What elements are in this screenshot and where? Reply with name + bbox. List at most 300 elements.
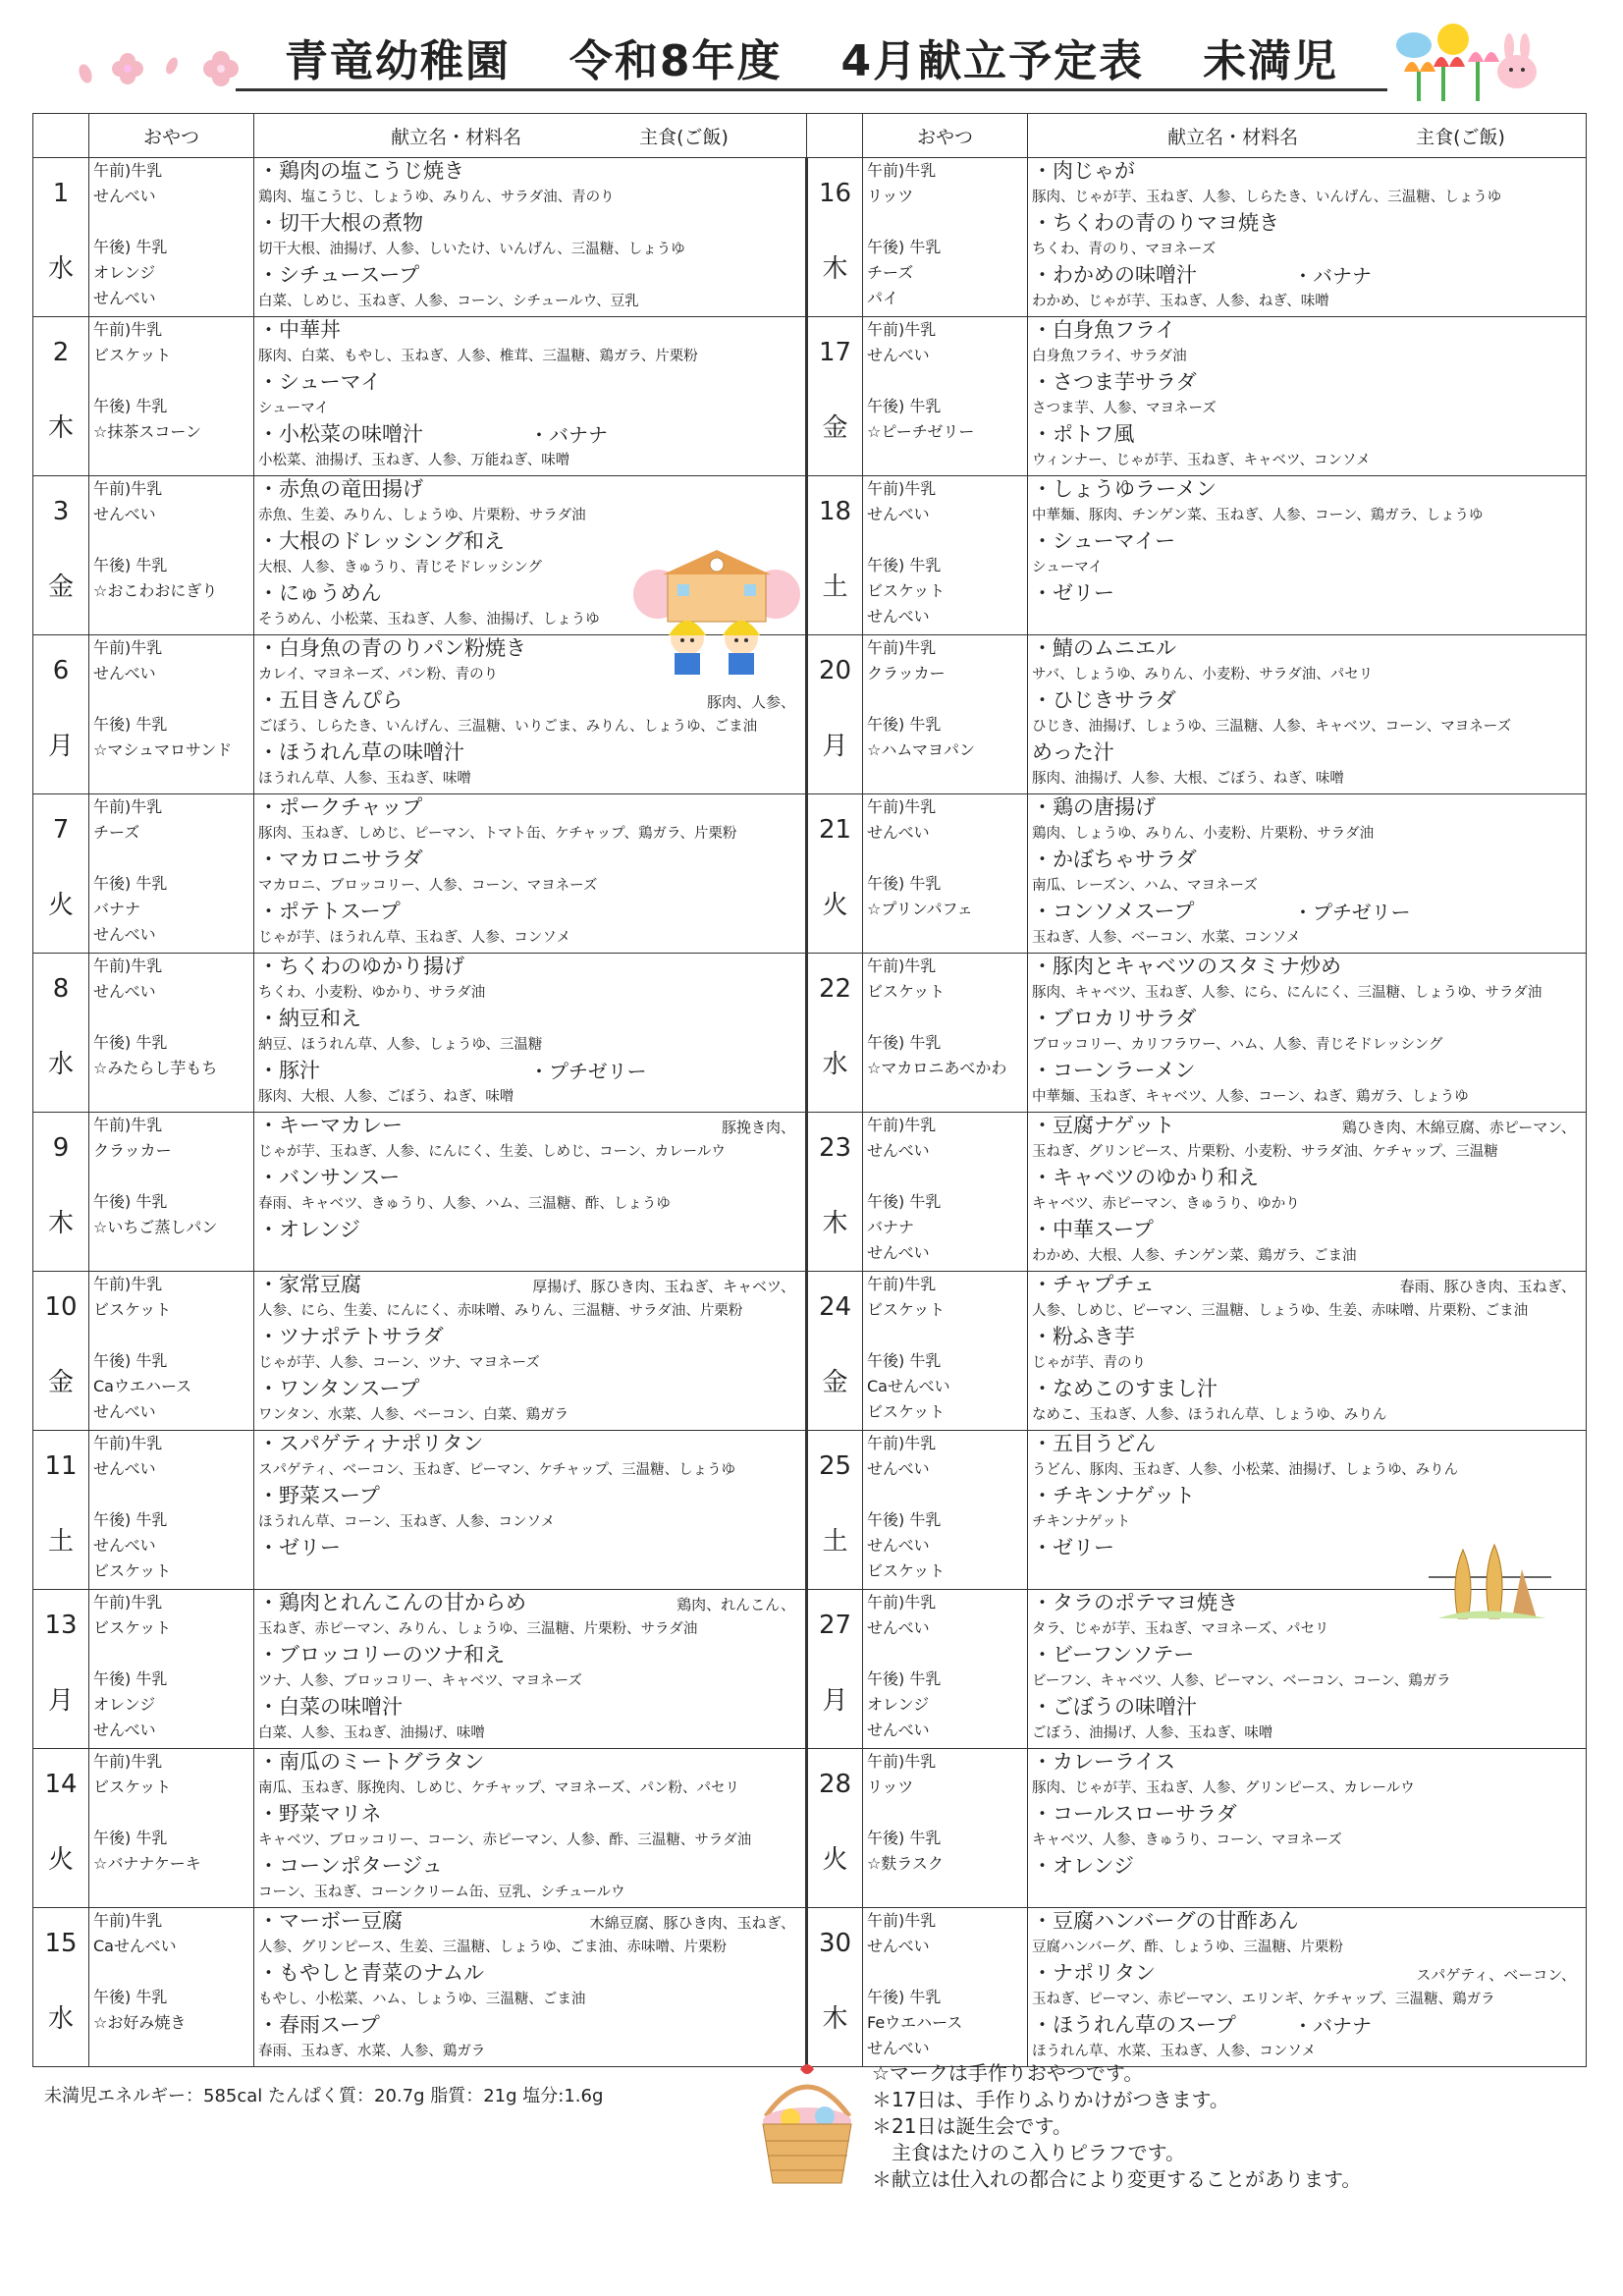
dish-name: ・コーンラーメン — [1032, 1059, 1196, 1082]
dish-name: ・コールスローサラダ — [1032, 1802, 1237, 1826]
day-cell — [807, 794, 863, 954]
day-of-week: 土 — [822, 573, 848, 603]
day-stack — [808, 1590, 862, 1737]
ingredients: 豚肉、白菜、もやし、玉ねぎ、人参、椎茸、三温糖、鶏ガラ、片栗粉 — [258, 349, 698, 364]
snack-cell — [863, 1431, 1028, 1590]
date-number: 13 — [44, 1610, 78, 1640]
dish-name: ・ゼリー — [258, 1536, 341, 1559]
dish-name: ・豚汁 — [258, 1059, 320, 1082]
dish-name: ・ごぼうの味噌汁 — [1032, 1695, 1197, 1719]
date-number: 24 — [818, 1291, 852, 1322]
snack-pm-item: 午後) 牛乳 — [93, 238, 168, 256]
snack-pm-item: オレンジ — [867, 1695, 930, 1714]
snack-pm-item: ビスケット — [867, 1402, 946, 1421]
snack-cell — [89, 1113, 254, 1272]
snack-am-item: 午前)牛乳 — [93, 1116, 163, 1134]
snack-pm-item: 午後) 牛乳 — [93, 556, 168, 574]
snack-am-item: せんべい — [867, 505, 930, 523]
snack-cell — [89, 1908, 254, 2067]
date-number: 10 — [44, 1291, 78, 1322]
bamboo-shoot-illustration — [1429, 1520, 1551, 1628]
snack-cell — [89, 158, 254, 317]
day-of-week: 月 — [822, 1686, 848, 1717]
snack-pm-item: せんべい — [93, 1402, 156, 1421]
snack-pm-item: Caウエハース — [93, 1377, 192, 1395]
ingredients — [258, 1561, 805, 1587]
snack-pm-item: せんべい — [93, 1536, 156, 1555]
snack-am-item: 午前)牛乳 — [867, 1116, 937, 1134]
day-stack — [808, 1908, 862, 2055]
date-number: 28 — [818, 1769, 852, 1799]
day-stack — [808, 1272, 862, 1419]
school-children-illustration — [633, 545, 800, 678]
dish-name: ・カレーライス — [1032, 1750, 1176, 1774]
snack-am-item: ビスケット — [93, 1777, 172, 1796]
snack-pm-item: 午後) 牛乳 — [867, 1033, 942, 1052]
snack-pm-item: 午後) 牛乳 — [93, 1033, 168, 1052]
menu-row — [33, 476, 1587, 635]
day-cell — [33, 1113, 89, 1272]
ingredients: ほうれん草、コーン、玉ねぎ、人参、コンソメ — [258, 1514, 556, 1530]
snack-cell — [863, 794, 1028, 954]
ingredients: ほうれん草、人参、玉ねぎ、味噌 — [258, 771, 471, 787]
ingredients: サバ、しょうゆ、みりん、小麦粉、サラダ油、パセリ — [1032, 667, 1374, 683]
menu-row — [33, 1431, 1587, 1590]
snack-am-item: 午前)牛乳 — [93, 957, 163, 975]
ingredients: 玉ねぎ、人参、ベーコン、水菜、コンソメ — [1032, 930, 1301, 946]
ingredients: シューマイ — [1032, 560, 1103, 575]
ingredients: ブロッコリー、カリフラワー、ハム、人参、青じそドレッシング — [1032, 1037, 1443, 1053]
ingredients: ほうれん草、水菜、玉ねぎ、人参、コンソメ — [1032, 2044, 1317, 2059]
dish-name: ・鶏肉とれんこんの甘からめ — [258, 1591, 526, 1614]
date-number: 14 — [44, 1769, 78, 1799]
snack-pm-item: チーズ — [867, 263, 914, 282]
day-of-week: 土 — [47, 1527, 74, 1558]
snack-am-item: ビスケット — [93, 1618, 172, 1637]
snack-gap — [93, 1800, 253, 1826]
dish-name: ・さつま芋サラダ — [1032, 370, 1197, 394]
day-stack — [808, 1431, 862, 1578]
snack-pm-item: せんべい — [867, 607, 930, 626]
school-name: 青竜幼稚園 — [284, 36, 511, 86]
extra-item: ・プチゼリー — [1293, 901, 1411, 924]
snack-pm-item: 午後) 牛乳 — [867, 1192, 942, 1211]
menu-row — [33, 1908, 1587, 2067]
snack-am-item: クラッカー — [93, 1141, 172, 1160]
ingredients-extra: 豚挽き肉、 — [721, 1119, 795, 1136]
dish-name: ・小松菜の味噌汁 — [258, 422, 423, 446]
dish-name: ・マカロニサラダ — [258, 847, 423, 871]
snack-cell — [89, 1431, 254, 1590]
day-cell — [807, 635, 863, 794]
menu-cell — [254, 794, 807, 954]
snack-am-item: リッツ — [867, 1777, 914, 1796]
snack-gap — [93, 209, 253, 235]
date-number: 23 — [818, 1132, 852, 1163]
dish-name: ・タラのポテマヨ焼き — [1032, 1591, 1238, 1614]
snack-pm-item: ☆プリンパフェ — [867, 900, 973, 918]
header-snack: おやつ — [89, 114, 254, 158]
ingredients: 大根、人参、きゅうり、青じそドレッシング — [258, 560, 542, 575]
menu-row — [33, 1749, 1587, 1908]
dish-name: ・ブロッコリーのツナ和え — [258, 1643, 506, 1667]
ingredients: 小松菜、油揚げ、玉ねぎ、人参、万能ねぎ、味噌 — [258, 453, 570, 468]
dish-name: ・豆腐ナゲット — [1032, 1114, 1175, 1137]
ingredients: わかめ、大根、人参、チンゲン菜、鶏ガラ、ごま油 — [1032, 1248, 1357, 1264]
snack-am-item: Caせんべい — [93, 1937, 177, 1955]
snack-gap — [93, 1641, 253, 1667]
snack-pm-item: せんべい — [867, 2039, 930, 2057]
snack-gap — [93, 1005, 253, 1030]
snack-pm-item: 午後) 牛乳 — [93, 397, 168, 415]
dish-name: ・豆腐ハンバーグの甘酢あん — [1032, 1909, 1299, 1933]
snack-gap — [867, 1164, 1027, 1189]
day-of-week: 火 — [822, 891, 848, 921]
ingredients: 白菜、人参、玉ねぎ、油揚げ、味噌 — [258, 1725, 485, 1741]
ingredients — [258, 1243, 805, 1269]
snack-cell — [863, 158, 1028, 317]
ingredients: わかめ、じゃが芋、玉ねぎ、人参、ねぎ、味噌 — [1032, 294, 1329, 309]
snack-pm-item: ☆マシュマロサンド — [93, 740, 233, 759]
snack-gap — [867, 527, 1027, 553]
snack-cell — [89, 476, 254, 635]
snack-am-item: せんべい — [867, 346, 930, 364]
day-cell — [33, 954, 89, 1113]
snack-am-item: せんべい — [93, 1459, 156, 1478]
ingredients: 中華麺、玉ねぎ、キャベツ、人参、コーン、ねぎ、鶏ガラ、しょうゆ — [1032, 1089, 1469, 1105]
ingredients: じゃが芋、ほうれん草、玉ねぎ、人参、コンソメ — [258, 930, 571, 946]
menu-cell — [254, 1908, 807, 2067]
menu-cell — [1028, 1272, 1587, 1431]
snack-am-item: チーズ — [93, 823, 140, 842]
day-of-week: 月 — [47, 1686, 74, 1717]
ingredients: 玉ねぎ、ピーマン、赤ピーマン、エリンギ、ケチャップ、三温糖、鶏ガラ — [1032, 1992, 1495, 2007]
day-of-week: 金 — [822, 413, 848, 444]
ingredients — [1032, 1880, 1586, 1905]
ingredients: ちくわ、小麦粉、ゆかり、サラダ油 — [258, 985, 486, 1001]
ingredients: ウィンナー、じゃが芋、玉ねぎ、キャベツ、コンソメ — [1032, 453, 1371, 468]
snack-pm-item: Caせんべい — [867, 1377, 950, 1395]
day-cell — [807, 1590, 863, 1749]
ingredients: 春雨、玉ねぎ、水菜、人参、鶏ガラ — [258, 2044, 486, 2059]
ingredients-extra: スパゲティ、ベーコン、 — [1416, 1966, 1576, 1984]
ingredients: 赤魚、生姜、みりん、しょうゆ、片栗粉、サラダ油 — [258, 508, 586, 523]
day-stack — [808, 794, 862, 942]
date-number: 16 — [818, 178, 852, 208]
day-stack — [808, 317, 862, 465]
snack-am-item: 午前)牛乳 — [867, 1593, 937, 1612]
ingredients: 玉ねぎ、赤ピーマン、みりん、しょうゆ、三温糖、片栗粉、サラダ油 — [258, 1621, 698, 1637]
day-of-week: 水 — [822, 1050, 848, 1080]
ingredients: 人参、グリンピース、生姜、三温糖、しょうゆ、ごま油、赤味噌、片栗粉 — [258, 1940, 728, 1955]
extra-item: ・プチゼリー — [529, 1060, 647, 1083]
dish-name: ・五目うどん — [1032, 1432, 1156, 1455]
snack-pm-item: ビスケット — [93, 1561, 172, 1580]
snack-gap — [867, 686, 1027, 712]
ingredients: ごぼう、しらたき、いんげん、三温糖、いりごま、みりん、しょうゆ、ごま油 — [258, 719, 758, 735]
ingredients: スパゲティ、ベーコン、玉ねぎ、ピーマン、ケチャップ、三温糖、しょうゆ — [258, 1462, 736, 1478]
snack-am-item: 午前)牛乳 — [93, 1911, 163, 1930]
dish-name: ・マーボー豆腐 — [258, 1909, 403, 1933]
dish-name: ・切干大根の煮物 — [258, 211, 423, 235]
snack-pm-item: ☆抹茶スコーン — [93, 422, 202, 441]
snack-gap — [93, 1959, 253, 1985]
snack-pm-item: 午後) 牛乳 — [93, 1669, 168, 1688]
header-blank — [33, 114, 89, 158]
dish-name: ・白身魚フライ — [1032, 318, 1176, 342]
dish-name: ・キーマカレー — [258, 1114, 403, 1137]
snack-pm-item: ☆ピーチゼリー — [867, 422, 975, 441]
menu-row — [33, 158, 1587, 317]
menu-cell — [1028, 635, 1587, 794]
day-cell — [807, 1113, 863, 1272]
snack-pm-item: ☆マカロニあべかわ — [867, 1059, 1007, 1077]
menu-cell — [1028, 1749, 1587, 1908]
day-cell — [807, 1749, 863, 1908]
dish-name: ・ビーフンソテー — [1032, 1643, 1195, 1667]
snack-am-item: 午前)牛乳 — [867, 1752, 937, 1771]
day-cell — [33, 1590, 89, 1749]
snack-cell — [863, 1272, 1028, 1431]
dish-name: ・白身魚の青のりパン粉焼き — [258, 636, 526, 660]
snack-cell — [89, 954, 254, 1113]
snack-cell — [89, 1590, 254, 1749]
day-stack — [33, 317, 88, 465]
snack-pm-item: 午後) 牛乳 — [867, 1829, 942, 1847]
snack-pm-item: ☆バナナケーキ — [93, 1854, 201, 1873]
term: 令和8年度 — [568, 36, 783, 86]
date-number: 2 — [52, 337, 70, 367]
dish-name: ・ちくわの青のりマヨ焼き — [1032, 211, 1279, 235]
day-cell — [807, 1272, 863, 1431]
ingredients: もやし、小松菜、ハム、しょうゆ、三温糖、ごま油 — [258, 1992, 586, 2007]
date-number: 6 — [52, 655, 70, 685]
ingredients: 白菜、しめじ、玉ねぎ、人参、コーン、シチュールウ、豆乳 — [258, 294, 639, 309]
snack-am-item: 午前)牛乳 — [93, 1434, 163, 1452]
day-of-week: 木 — [822, 2004, 848, 2035]
ingredients-extra: 厚揚げ、豚ひき肉、玉ねぎ、キャベツ、 — [532, 1278, 795, 1295]
snack-pm-item: 午後) 牛乳 — [867, 238, 942, 256]
header-menu: 献立名・材料名 主食(ご飯) — [1028, 114, 1587, 158]
ingredients: 切干大根、油揚げ、人参、しいたけ、いんげん、三温糖、しょうゆ — [258, 242, 685, 257]
snack-gap — [867, 1800, 1027, 1826]
ingredients: 豚肉、大根、人参、ごぼう、ねぎ、味噌 — [258, 1089, 514, 1105]
dish-name: ・コンソメスープ — [1032, 900, 1195, 923]
ingredients: マカロニ、ブロッコリー、人参、コーン、マヨネーズ — [258, 878, 598, 894]
snack-am-item: せんべい — [867, 1459, 930, 1478]
day-stack — [808, 158, 862, 305]
day-of-week: 火 — [47, 1845, 74, 1876]
ingredients: 人参、にら、生姜、にんにく、赤味噌、みりん、三温糖、サラダ油、片栗粉 — [258, 1303, 743, 1319]
date-number: 17 — [818, 337, 852, 367]
dish-name: ・ワンタンスープ — [258, 1377, 420, 1400]
dish-name: ・野菜スープ — [258, 1484, 380, 1507]
ingredients: ワンタン、水菜、人参、ベーコン、白菜、鶏ガラ — [258, 1407, 569, 1423]
day-cell — [33, 1749, 89, 1908]
menu-table — [32, 113, 1587, 2067]
dish-name: ・大根のドレッシング和え — [258, 529, 505, 553]
snack-pm-item: パイ — [867, 289, 899, 307]
ingredients-extra: 鶏肉、れんこん、 — [676, 1596, 795, 1613]
ingredients: なめこ、玉ねぎ、人参、ほうれん草、しょうゆ、みりん — [1032, 1407, 1387, 1423]
snack-pm-item: 午後) 牛乳 — [867, 1510, 942, 1529]
snack-cell — [89, 1272, 254, 1431]
ingredients: じゃが芋、人参、コーン、ツナ、マヨネーズ — [258, 1355, 540, 1371]
snack-cell — [89, 1749, 254, 1908]
snack-pm-item: ☆いちご蒸しパン — [93, 1218, 218, 1236]
day-stack — [33, 1431, 88, 1578]
ingredients: 豆腐ハンバーグ、酢、しょうゆ、三温糖、片栗粉 — [1032, 1940, 1343, 1955]
snack-pm-item: 午後) 牛乳 — [867, 715, 942, 734]
snack-pm-item: バナナ — [93, 900, 141, 918]
snack-am-item: せんべい — [867, 1618, 930, 1637]
snack-am-item: ビスケット — [867, 982, 946, 1001]
menu-cell — [1028, 794, 1587, 954]
ingredients: カレイ、マヨネーズ、パン粉、青のり — [258, 667, 499, 683]
ingredients: そうめん、小松菜、玉ねぎ、人参、油揚げ、しょうゆ — [258, 612, 600, 628]
day-cell — [33, 476, 89, 635]
snack-pm-item: せんべい — [867, 1243, 930, 1262]
day-of-week: 金 — [47, 1368, 74, 1398]
snack-am-item: 午前)牛乳 — [867, 638, 937, 657]
day-cell — [807, 1431, 863, 1590]
ingredients: 春雨、キャベツ、きゅうり、人参、ハム、三温糖、酢、しょうゆ — [258, 1196, 671, 1212]
menu-cell — [1028, 317, 1587, 476]
day-of-week: 木 — [822, 1209, 848, 1239]
easter-basket-illustration — [751, 2057, 864, 2190]
snack-gap — [867, 1482, 1027, 1507]
snack-gap — [867, 1005, 1027, 1030]
note-item: ☆マークは手作りおやつです。 — [872, 2061, 1144, 2085]
menu-cell — [254, 317, 807, 476]
ingredients: キャベツ、赤ピーマン、きゅうり、ゆかり — [1032, 1196, 1300, 1212]
header-row — [33, 114, 1587, 158]
snack-gap — [867, 1641, 1027, 1667]
dish-name: ・赤魚の竜田揚げ — [258, 477, 423, 501]
snack-cell — [863, 1749, 1028, 1908]
ingredients: 白身魚フライ、サラダ油 — [1032, 349, 1187, 364]
menu-row — [33, 1272, 1587, 1431]
snack-am-item: 午前)牛乳 — [93, 638, 163, 657]
note-item: ＊21日は誕生会です。 — [872, 2114, 1072, 2138]
day-cell — [807, 317, 863, 476]
snack-pm-item: 午後) 牛乳 — [93, 1192, 168, 1211]
dish-name: ・チャプチェ — [1032, 1273, 1155, 1296]
date-number: 21 — [818, 814, 852, 845]
day-of-week: 金 — [47, 573, 74, 603]
dish-name: ・納豆和え — [258, 1007, 361, 1030]
ingredients: キャベツ、人参、きゅうり、コーン、マヨネーズ — [1032, 1832, 1342, 1848]
dish-name: ・ポテトスープ — [258, 900, 401, 923]
menu-cell — [254, 1749, 807, 1908]
snack-pm-item: せんべい — [867, 1536, 930, 1555]
day-stack — [33, 1272, 88, 1419]
dish-name: ・鯖のムニエル — [1032, 636, 1176, 660]
dish-name: めった汁 — [1032, 740, 1114, 764]
dish-name: ・中華スープ — [1032, 1218, 1154, 1241]
ingredients: 人参、しめじ、ピーマン、三温糖、しょうゆ、生姜、赤味噌、片栗粉、ごま油 — [1032, 1303, 1529, 1319]
header-menu: 献立名・材料名 主食(ご飯) — [254, 114, 807, 158]
ingredients: 豚肉、油揚げ、人参、大根、ごぼう、ねぎ、味噌 — [1032, 771, 1344, 787]
dish-name: ・ゼリー — [1032, 1536, 1114, 1559]
extra-item: ・バナナ — [529, 423, 608, 447]
snack-gap — [93, 1482, 253, 1507]
snack-pm-item: 午後) 牛乳 — [867, 1669, 942, 1688]
ingredients: シューマイ — [258, 401, 329, 416]
day-cell — [33, 635, 89, 794]
dish-name: ・中華丼 — [258, 318, 341, 342]
note-item: ＊献立は仕入れの都合により変更することがあります。 — [872, 2167, 1362, 2191]
date-number: 7 — [52, 814, 70, 845]
snack-pm-item: 午後) 牛乳 — [867, 874, 942, 893]
snack-cell — [863, 635, 1028, 794]
dish-name: ・五目きんぴら — [258, 688, 403, 712]
snack-pm-item: 午後) 牛乳 — [867, 397, 942, 415]
dish-name: ・シューマイー — [1032, 529, 1176, 553]
dish-name: ・鶏肉の塩こうじ焼き — [258, 159, 464, 183]
day-stack — [808, 635, 862, 783]
dish-name: ・キャベツのゆかり和え — [1032, 1166, 1259, 1189]
day-cell — [33, 1431, 89, 1590]
dish-name: ・バンサンスー — [258, 1166, 401, 1189]
ingredients: 豚肉、じゃが芋、玉ねぎ、人参、しらたき、いんげん、三温糖、しょうゆ — [1032, 190, 1502, 205]
day-stack — [808, 954, 862, 1101]
day-of-week: 水 — [47, 1050, 74, 1080]
day-of-week: 土 — [822, 1527, 848, 1558]
dish-name: ・オレンジ — [1032, 1854, 1134, 1878]
dish-name: ・もやしと青菜のナムル — [258, 1961, 484, 1985]
day-stack — [33, 1113, 88, 1260]
day-stack — [808, 1749, 862, 1896]
dish-name: ・わかめの味噌汁 — [1032, 263, 1197, 287]
date-number: 18 — [818, 496, 852, 526]
menu-cell — [1028, 158, 1587, 317]
snack-gap — [867, 846, 1027, 871]
ingredients: 南瓜、玉ねぎ、豚挽肉、しめじ、ケチャップ、マヨネーズ、パン粉、パセリ — [258, 1780, 739, 1796]
snack-am-item: せんべい — [867, 823, 930, 842]
snack-pm-item: 午後) 牛乳 — [93, 874, 168, 893]
dish-name: ・チキンナゲット — [1032, 1484, 1196, 1507]
day-cell — [807, 954, 863, 1113]
snack-am-item: 午前)牛乳 — [93, 1752, 163, 1771]
snack-am-item: 午前)牛乳 — [867, 320, 937, 339]
dish-name: ・春雨スープ — [258, 2013, 380, 2037]
nutrition-info: 未満児エネルギー：585cal たんぱく質：20.7g 脂質：21g 塩分:1.6g — [44, 2086, 604, 2106]
header-snack: おやつ — [863, 114, 1028, 158]
date-number: 30 — [818, 1928, 852, 1958]
snack-pm-item: ☆麩ラスク — [867, 1854, 944, 1873]
snack-cell — [89, 317, 254, 476]
ingredients-extra: 木綿豆腐、豚ひき肉、玉ねぎ、 — [589, 1914, 795, 1932]
day-of-week: 木 — [822, 254, 848, 285]
day-stack — [33, 1590, 88, 1737]
day-of-week: 火 — [822, 1845, 848, 1876]
day-stack — [33, 635, 88, 783]
snack-am-item: 午前)牛乳 — [867, 797, 937, 816]
snack-pm-item: 午後) 牛乳 — [93, 1829, 168, 1847]
snack-am-item: 午前)牛乳 — [867, 1434, 937, 1452]
dish-name: ・豚肉とキャベツのスタミナ炒め — [1032, 955, 1341, 978]
dish-name: ・スパゲティナポリタン — [258, 1432, 484, 1455]
dish-name: ・なめこのすまし汁 — [1032, 1377, 1217, 1400]
ingredients: 豚肉、キャベツ、玉ねぎ、人参、にら、にんにく、三温糖、しょうゆ、サラダ油 — [1032, 985, 1542, 1001]
snack-pm-item: ☆おこわおにぎり — [93, 581, 218, 600]
snack-am-item: リッツ — [867, 187, 914, 205]
snack-pm-item: 午後) 牛乳 — [93, 715, 168, 734]
snack-am-item: ビスケット — [867, 1300, 946, 1319]
dish-name: ・コーンポタージュ — [258, 1854, 443, 1878]
snack-cell — [863, 1113, 1028, 1272]
